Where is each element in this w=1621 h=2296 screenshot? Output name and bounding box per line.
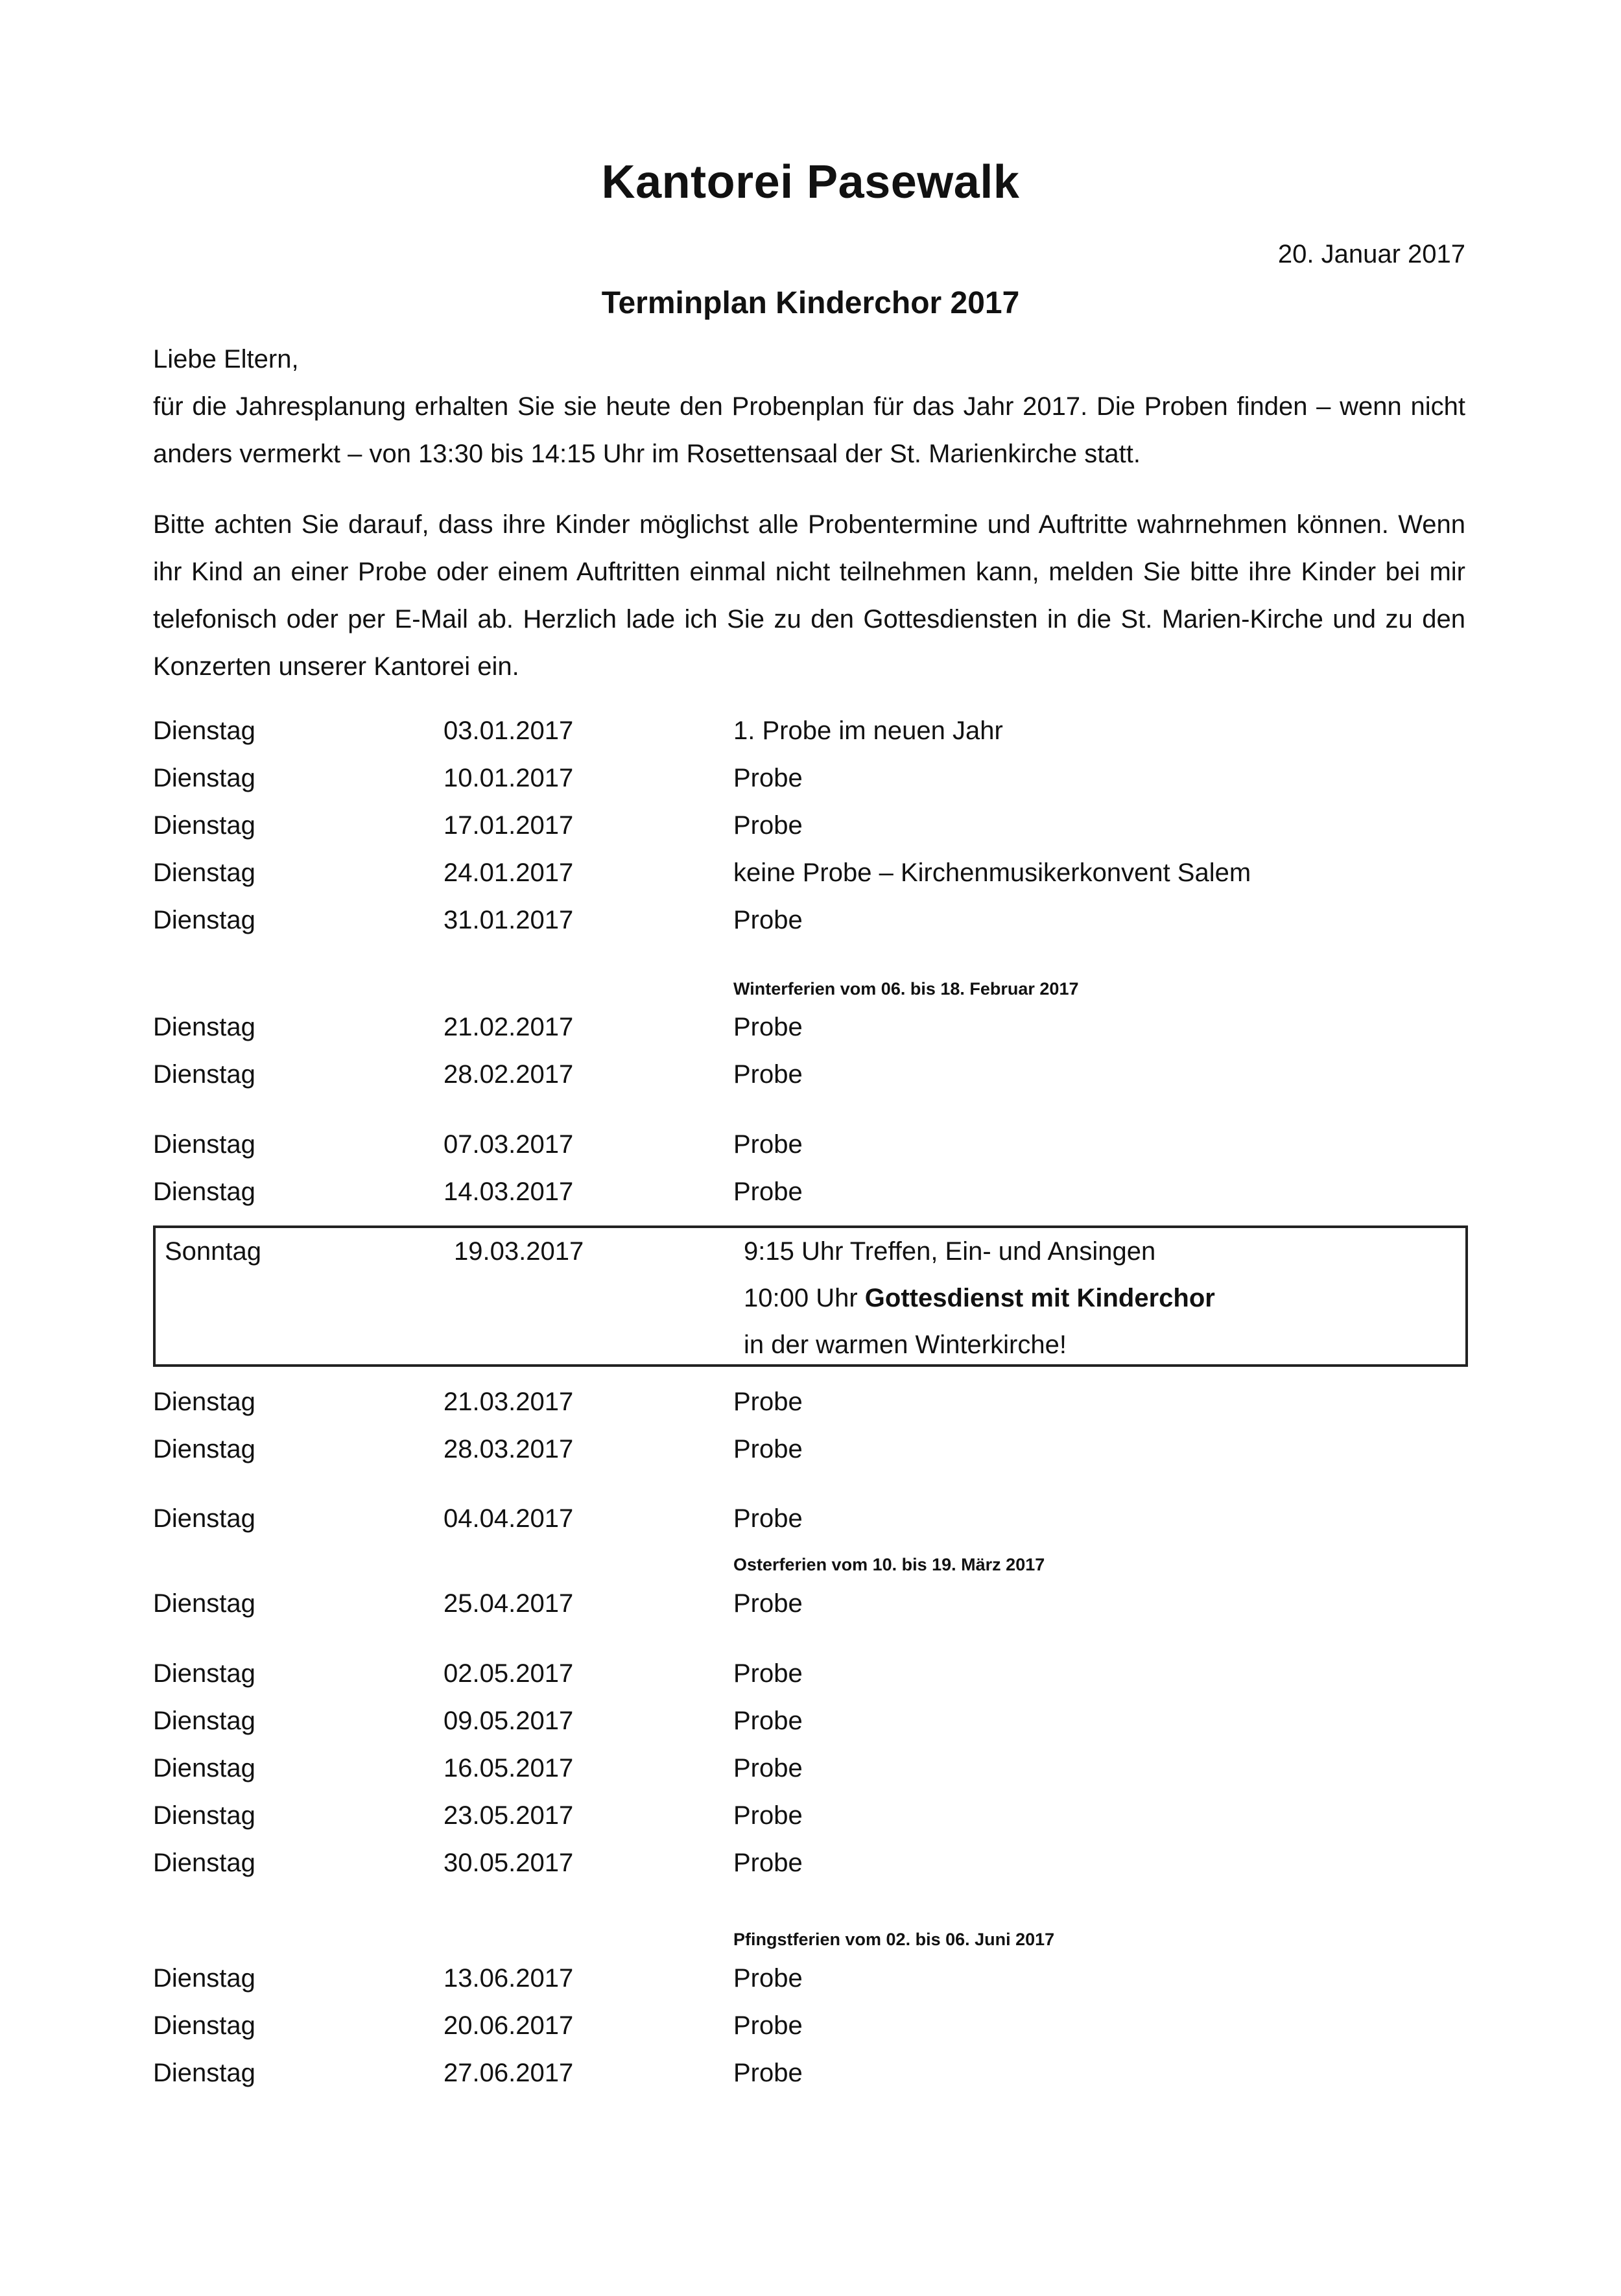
schedule-date: 24.01.2017 (444, 858, 574, 887)
special-event-time: 10:00 Uhr (744, 1284, 865, 1312)
schedule-date: 16.05.2017 (444, 1754, 574, 1782)
document-subtitle: Terminplan Kinderchor 2017 (601, 286, 1020, 320)
schedule-row (153, 1707, 1468, 1746)
schedule-note: Probe (733, 1849, 803, 1877)
schedule-date: 20.06.2017 (444, 2011, 574, 2040)
special-event-day: Sonntag (165, 1237, 262, 1266)
schedule-note: Probe (733, 1060, 803, 1089)
schedule-row (153, 1801, 1468, 1840)
schedule-note: Probe (733, 1589, 803, 1618)
document-date: 20. Januar 2017 (1277, 240, 1465, 268)
schedule-note: Probe (733, 1178, 803, 1206)
schedule-row (153, 1754, 1468, 1793)
schedule-day: Dienstag (153, 811, 255, 840)
schedule-day: Dienstag (153, 1589, 255, 1618)
schedule-date: 03.01.2017 (444, 716, 574, 745)
schedule-day: Dienstag (153, 2011, 255, 2040)
schedule-row (153, 1130, 1468, 1169)
schedule-note: Probe (733, 1659, 803, 1688)
schedule-day: Dienstag (153, 1707, 255, 1735)
special-event-box (153, 1225, 1468, 1367)
schedule-row (153, 764, 1468, 803)
schedule-note: Probe (733, 1801, 803, 1830)
schedule-date: 27.06.2017 (444, 2059, 574, 2087)
schedule-date: 09.05.2017 (444, 1707, 574, 1735)
schedule-note: Probe (733, 1435, 803, 1463)
schedule-date: 21.02.2017 (444, 1013, 574, 1041)
schedule-note: Probe (733, 2011, 803, 2040)
schedule-row (153, 1849, 1468, 1888)
schedule-row (153, 906, 1468, 945)
schedule-date: 02.05.2017 (444, 1659, 574, 1688)
schedule-day: Dienstag (153, 1964, 255, 1993)
schedule-row (153, 1060, 1468, 1099)
schedule-note: keine Probe – Kirchenmusikerkonvent Salem (733, 858, 1251, 887)
schedule-row (153, 716, 1468, 755)
schedule-note: Probe (733, 764, 803, 792)
schedule-day: Dienstag (153, 1130, 255, 1159)
schedule-day: Dienstag (153, 1849, 255, 1877)
schedule-day: Dienstag (153, 1060, 255, 1089)
schedule-date: 10.01.2017 (444, 764, 574, 792)
holiday-notice-pentecost: Pfingstferien vom 02. bis 06. Juni 2017 (733, 1930, 1055, 1949)
schedule-note: Probe (733, 1130, 803, 1159)
schedule-day: Dienstag (153, 906, 255, 934)
schedule-note: Probe (733, 1964, 803, 1993)
special-event-line-2 (744, 1284, 1215, 1313)
schedule-date: 31.01.2017 (444, 906, 574, 934)
schedule-date: 07.03.2017 (444, 1130, 574, 1159)
schedule-row (153, 2011, 1468, 2050)
schedule-day: Dienstag (153, 1659, 255, 1688)
letter-paragraph-1: für die Jahresplanung erhalten Sie sie heute den Probenplan für das Jahr 2017. Die Proben finden – wenn nicht anders vermerkt – von 13:30 bis 14:15 Uhr im Rosettensaal der St. Marienkirche statt. (153, 392, 1465, 468)
holiday-notice-easter: Osterferien vom 10. bis 19. März 2017 (733, 1555, 1045, 1574)
schedule-date: 28.02.2017 (444, 1060, 574, 1089)
schedule-row (153, 1013, 1468, 1052)
schedule-day: Dienstag (153, 1388, 255, 1416)
schedule-date: 04.04.2017 (444, 1504, 574, 1533)
special-event-title: Gottesdienst mit Kinderchor (864, 1284, 1215, 1312)
schedule-day: Dienstag (153, 1801, 255, 1830)
special-event-line-1: 9:15 Uhr Treffen, Ein- und Ansingen (744, 1237, 1156, 1266)
schedule-note: Probe (733, 811, 803, 840)
special-event-date: 19.03.2017 (454, 1237, 584, 1266)
letter-greeting: Liebe Eltern, (153, 345, 299, 373)
schedule-row (153, 1388, 1468, 1426)
schedule-note: Probe (733, 1707, 803, 1735)
schedule-row (153, 811, 1468, 850)
schedule-date: 14.03.2017 (444, 1178, 574, 1206)
schedule-date: 23.05.2017 (444, 1801, 574, 1830)
schedule-row (153, 1589, 1468, 1628)
holiday-notice-winter: Winterferien vom 06. bis 18. Februar 2017 (733, 979, 1079, 999)
schedule-note: Probe (733, 2059, 803, 2087)
schedule-row (153, 1964, 1468, 2003)
schedule-day: Dienstag (153, 1435, 255, 1463)
schedule-date: 13.06.2017 (444, 1964, 574, 1993)
schedule-note: 1. Probe im neuen Jahr (733, 716, 1003, 745)
schedule-note: Probe (733, 906, 803, 934)
letter-paragraph-2: Bitte achten Sie darauf, dass ihre Kinder möglichst alle Probentermine und Auftritte wahrnehmen können. Wenn ihr Kind an einer Probe oder einem Auftritten einmal nicht teilnehmen kann, melden Sie bitte ihre Kinder bei mir telefonisch oder per E-Mail ab. Herzlich lade ich Sie zu den Gottesdiensten in die St. Marien-Kirche und zu den Konzerten unserer Kantorei ein. (153, 510, 1465, 681)
schedule-date: 25.04.2017 (444, 1589, 574, 1618)
schedule-date: 17.01.2017 (444, 811, 574, 840)
schedule-day: Dienstag (153, 1178, 255, 1206)
schedule-note: Probe (733, 1754, 803, 1782)
schedule-row (153, 1659, 1468, 1698)
schedule-day: Dienstag (153, 1504, 255, 1533)
schedule-date: 30.05.2017 (444, 1849, 574, 1877)
schedule-day: Dienstag (153, 2059, 255, 2087)
schedule-row (153, 1435, 1468, 1474)
schedule-note: Probe (733, 1013, 803, 1041)
special-event-line-3: in der warmen Winterkirche! (744, 1331, 1067, 1359)
schedule-day: Dienstag (153, 716, 255, 745)
schedule-note: Probe (733, 1504, 803, 1533)
schedule-day: Dienstag (153, 1754, 255, 1782)
schedule-day: Dienstag (153, 764, 255, 792)
schedule-row (153, 1504, 1468, 1543)
schedule-note: Probe (733, 1388, 803, 1416)
schedule-date: 28.03.2017 (444, 1435, 574, 1463)
schedule-day: Dienstag (153, 858, 255, 887)
document-title: Kantorei Pasewalk (601, 156, 1020, 208)
schedule-row (153, 858, 1468, 897)
schedule-row (153, 2059, 1468, 2098)
schedule-date: 21.03.2017 (444, 1388, 574, 1416)
schedule-day: Dienstag (153, 1013, 255, 1041)
schedule-row (153, 1178, 1468, 1216)
